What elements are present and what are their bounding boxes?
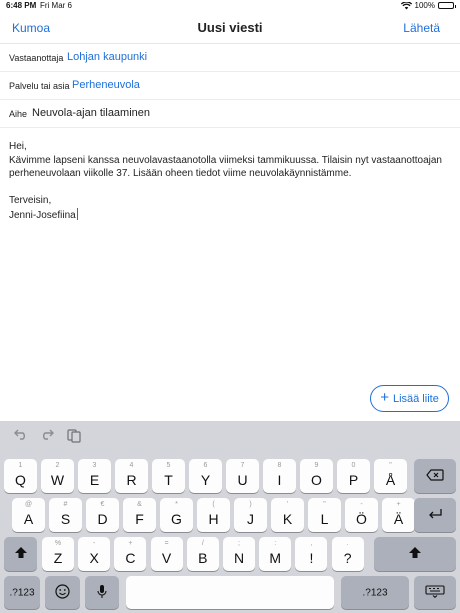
key-label: V bbox=[161, 550, 172, 566]
shift-key-right[interactable] bbox=[374, 537, 456, 571]
key-secondary-label: # bbox=[63, 501, 68, 508]
key-secondary-label: - bbox=[360, 501, 363, 508]
key-11[interactable] bbox=[382, 498, 415, 532]
microphone-key[interactable] bbox=[85, 576, 119, 609]
key-label: I bbox=[277, 472, 282, 488]
recipient-label: Vastaanottaja bbox=[9, 53, 64, 63]
shift-icon bbox=[374, 546, 456, 562]
key-6[interactable] bbox=[189, 459, 222, 493]
add-attachment-button[interactable] bbox=[370, 385, 449, 412]
key-5[interactable] bbox=[187, 537, 219, 571]
key-secondary-label: 6 bbox=[203, 462, 208, 469]
key-label: Ä bbox=[393, 511, 404, 527]
key-3[interactable] bbox=[78, 459, 111, 493]
undo-icon[interactable] bbox=[13, 428, 29, 444]
key-label: C bbox=[125, 550, 136, 566]
return-key[interactable] bbox=[414, 498, 456, 532]
battery-icon bbox=[438, 2, 454, 9]
key-secondary-label: , bbox=[310, 540, 313, 547]
key-6[interactable] bbox=[223, 537, 255, 571]
emoji-icon bbox=[45, 584, 80, 602]
numbers-key-right[interactable]: .?123 bbox=[341, 576, 409, 609]
key-secondary-label: € bbox=[100, 501, 105, 508]
key-secondary-label: 9 bbox=[314, 462, 319, 469]
key-2[interactable] bbox=[49, 498, 82, 532]
key-secondary-label: : bbox=[274, 540, 277, 547]
recipient-value[interactable]: Lohjan kaupunki bbox=[67, 51, 148, 63]
key-secondary-label: & bbox=[137, 501, 142, 508]
key-label: D bbox=[97, 511, 108, 527]
return-icon bbox=[414, 507, 456, 523]
key-secondary-label: " bbox=[323, 501, 326, 508]
key-label: K bbox=[282, 511, 293, 527]
key-label: ? bbox=[343, 550, 352, 566]
key-label: B bbox=[198, 550, 208, 566]
message-greeting: Hei, bbox=[9, 141, 27, 152]
message-body[interactable] bbox=[9, 140, 454, 222]
key-label: L bbox=[320, 511, 329, 527]
key-9[interactable] bbox=[308, 498, 341, 532]
key-secondary-label: ' bbox=[286, 501, 289, 508]
key-9[interactable] bbox=[300, 459, 333, 493]
key-label: A bbox=[23, 511, 34, 527]
text-caret bbox=[77, 208, 79, 220]
key-secondary-label: ( bbox=[212, 501, 215, 508]
plus-icon: + bbox=[380, 389, 389, 406]
key-8[interactable] bbox=[295, 537, 327, 571]
status-right bbox=[401, 1, 454, 10]
key-label: G bbox=[171, 511, 182, 527]
key-1[interactable] bbox=[4, 459, 37, 493]
key-secondary-label: 4 bbox=[129, 462, 134, 469]
key-secondary-label: + bbox=[128, 540, 133, 547]
key-secondary-label: @ bbox=[24, 501, 33, 508]
key-label: O bbox=[311, 472, 322, 488]
key-2[interactable] bbox=[41, 459, 74, 493]
microphone-icon bbox=[85, 584, 119, 602]
recipient-field[interactable] bbox=[0, 44, 460, 72]
keyboard bbox=[0, 421, 460, 613]
key-4[interactable] bbox=[123, 498, 156, 532]
key-7[interactable] bbox=[259, 537, 291, 571]
status-date: Fri Mar 6 bbox=[40, 1, 72, 10]
key-secondary-label: . bbox=[346, 540, 349, 547]
send-button[interactable]: Lähetä bbox=[403, 21, 440, 35]
status-time: 6:48 PM bbox=[6, 1, 37, 10]
battery-percent: 100% bbox=[414, 1, 435, 10]
key-secondary-label: ; bbox=[238, 540, 240, 547]
page-title: Uusi viesti bbox=[197, 20, 263, 35]
redo-icon[interactable] bbox=[39, 428, 55, 444]
key-label: U bbox=[237, 472, 248, 488]
key-11[interactable] bbox=[374, 459, 407, 493]
key-label: Ö bbox=[356, 511, 367, 527]
cancel-button[interactable]: Kumoa bbox=[12, 21, 51, 35]
key-secondary-label: % bbox=[54, 540, 62, 547]
message-closing: Terveisin, bbox=[9, 195, 52, 206]
key-secondary-label: = bbox=[164, 540, 169, 547]
key-label: Y bbox=[200, 472, 211, 488]
key-label: N bbox=[233, 550, 245, 566]
key-label: T bbox=[164, 472, 173, 488]
key-label: Z bbox=[53, 550, 63, 566]
key-secondary-label: + bbox=[396, 501, 401, 508]
key-2[interactable] bbox=[78, 537, 110, 571]
key-10[interactable] bbox=[337, 459, 370, 493]
key-label: ! bbox=[309, 550, 314, 566]
subject-field[interactable] bbox=[0, 100, 460, 128]
key-secondary-label: " bbox=[389, 462, 392, 469]
keyboard-toolbar bbox=[0, 421, 460, 453]
key-secondary-label: ) bbox=[249, 501, 252, 508]
key-secondary-label: 0 bbox=[351, 462, 356, 469]
key-6[interactable] bbox=[197, 498, 230, 532]
key-secondary-label: 8 bbox=[277, 462, 282, 469]
key-1[interactable] bbox=[42, 537, 74, 571]
key-label: J bbox=[247, 511, 254, 527]
key-5[interactable] bbox=[160, 498, 193, 532]
key-5[interactable] bbox=[152, 459, 185, 493]
key-label: H bbox=[208, 511, 219, 527]
key-label: E bbox=[89, 472, 100, 488]
key-label: F bbox=[135, 511, 144, 527]
key-secondary-label: 5 bbox=[166, 462, 171, 469]
add-attachment-label: Lisää liite bbox=[392, 392, 439, 405]
key-10[interactable] bbox=[345, 498, 378, 532]
key-8[interactable] bbox=[263, 459, 296, 493]
keyboard-dismiss-icon bbox=[414, 585, 456, 601]
key-4[interactable] bbox=[115, 459, 148, 493]
key-label: R bbox=[126, 472, 137, 488]
status-bar bbox=[0, 0, 460, 12]
key-secondary-label: * bbox=[175, 501, 178, 508]
clipboard-paste-icon[interactable] bbox=[66, 428, 82, 444]
key-7[interactable] bbox=[226, 459, 259, 493]
message-line: perheneuvolaan viikolle 37. Lisään oheen tiedot viime neuvolakäynnistämme. bbox=[9, 168, 352, 179]
subject-label: Aihe bbox=[9, 109, 28, 119]
key-9[interactable] bbox=[332, 537, 364, 571]
key-7[interactable] bbox=[234, 498, 267, 532]
key-8[interactable] bbox=[271, 498, 304, 532]
service-value[interactable]: Perheneuvola bbox=[72, 79, 140, 91]
key-4[interactable] bbox=[151, 537, 183, 571]
key-1[interactable] bbox=[12, 498, 45, 532]
key-secondary-label: / bbox=[201, 540, 204, 547]
message-signature: Jenni-Josefiina bbox=[9, 209, 76, 221]
key-secondary-label: 7 bbox=[240, 462, 245, 469]
backspace-icon bbox=[414, 468, 456, 484]
keyboard-dismiss-key[interactable] bbox=[414, 576, 456, 609]
key-secondary-label: 2 bbox=[55, 462, 60, 469]
key-secondary-label: - bbox=[93, 540, 96, 547]
nav-bar bbox=[0, 12, 460, 44]
service-field[interactable] bbox=[0, 72, 460, 100]
key-label: X bbox=[89, 550, 99, 566]
key-label: S bbox=[60, 511, 71, 527]
key-label: M bbox=[269, 550, 282, 566]
space-key[interactable] bbox=[126, 576, 334, 609]
emoji-key[interactable] bbox=[45, 576, 80, 609]
message-line: Kävimme lapseni kanssa neuvolavastaanotolla viimeksi tammikuussa. Tilaisin nyt vastaanottoajan bbox=[9, 154, 442, 166]
shift-icon bbox=[4, 546, 37, 562]
key-label: Q bbox=[15, 472, 26, 488]
wifi-icon bbox=[401, 2, 412, 10]
key-secondary-label: 1 bbox=[18, 462, 23, 469]
backspace-key[interactable] bbox=[414, 459, 456, 493]
service-label: Palvelu tai asia bbox=[9, 81, 70, 91]
key-label: W bbox=[50, 472, 65, 488]
key-3[interactable] bbox=[114, 537, 146, 571]
numbers-key-left[interactable]: .?123 bbox=[4, 576, 40, 609]
subject-input[interactable]: Neuvola-ajan tilaaminen bbox=[32, 107, 151, 119]
key-secondary-label: 3 bbox=[92, 462, 97, 469]
key-label: P bbox=[348, 472, 359, 488]
key-label: Å bbox=[385, 472, 396, 488]
key-3[interactable] bbox=[86, 498, 119, 532]
shift-key-left[interactable] bbox=[4, 537, 37, 571]
